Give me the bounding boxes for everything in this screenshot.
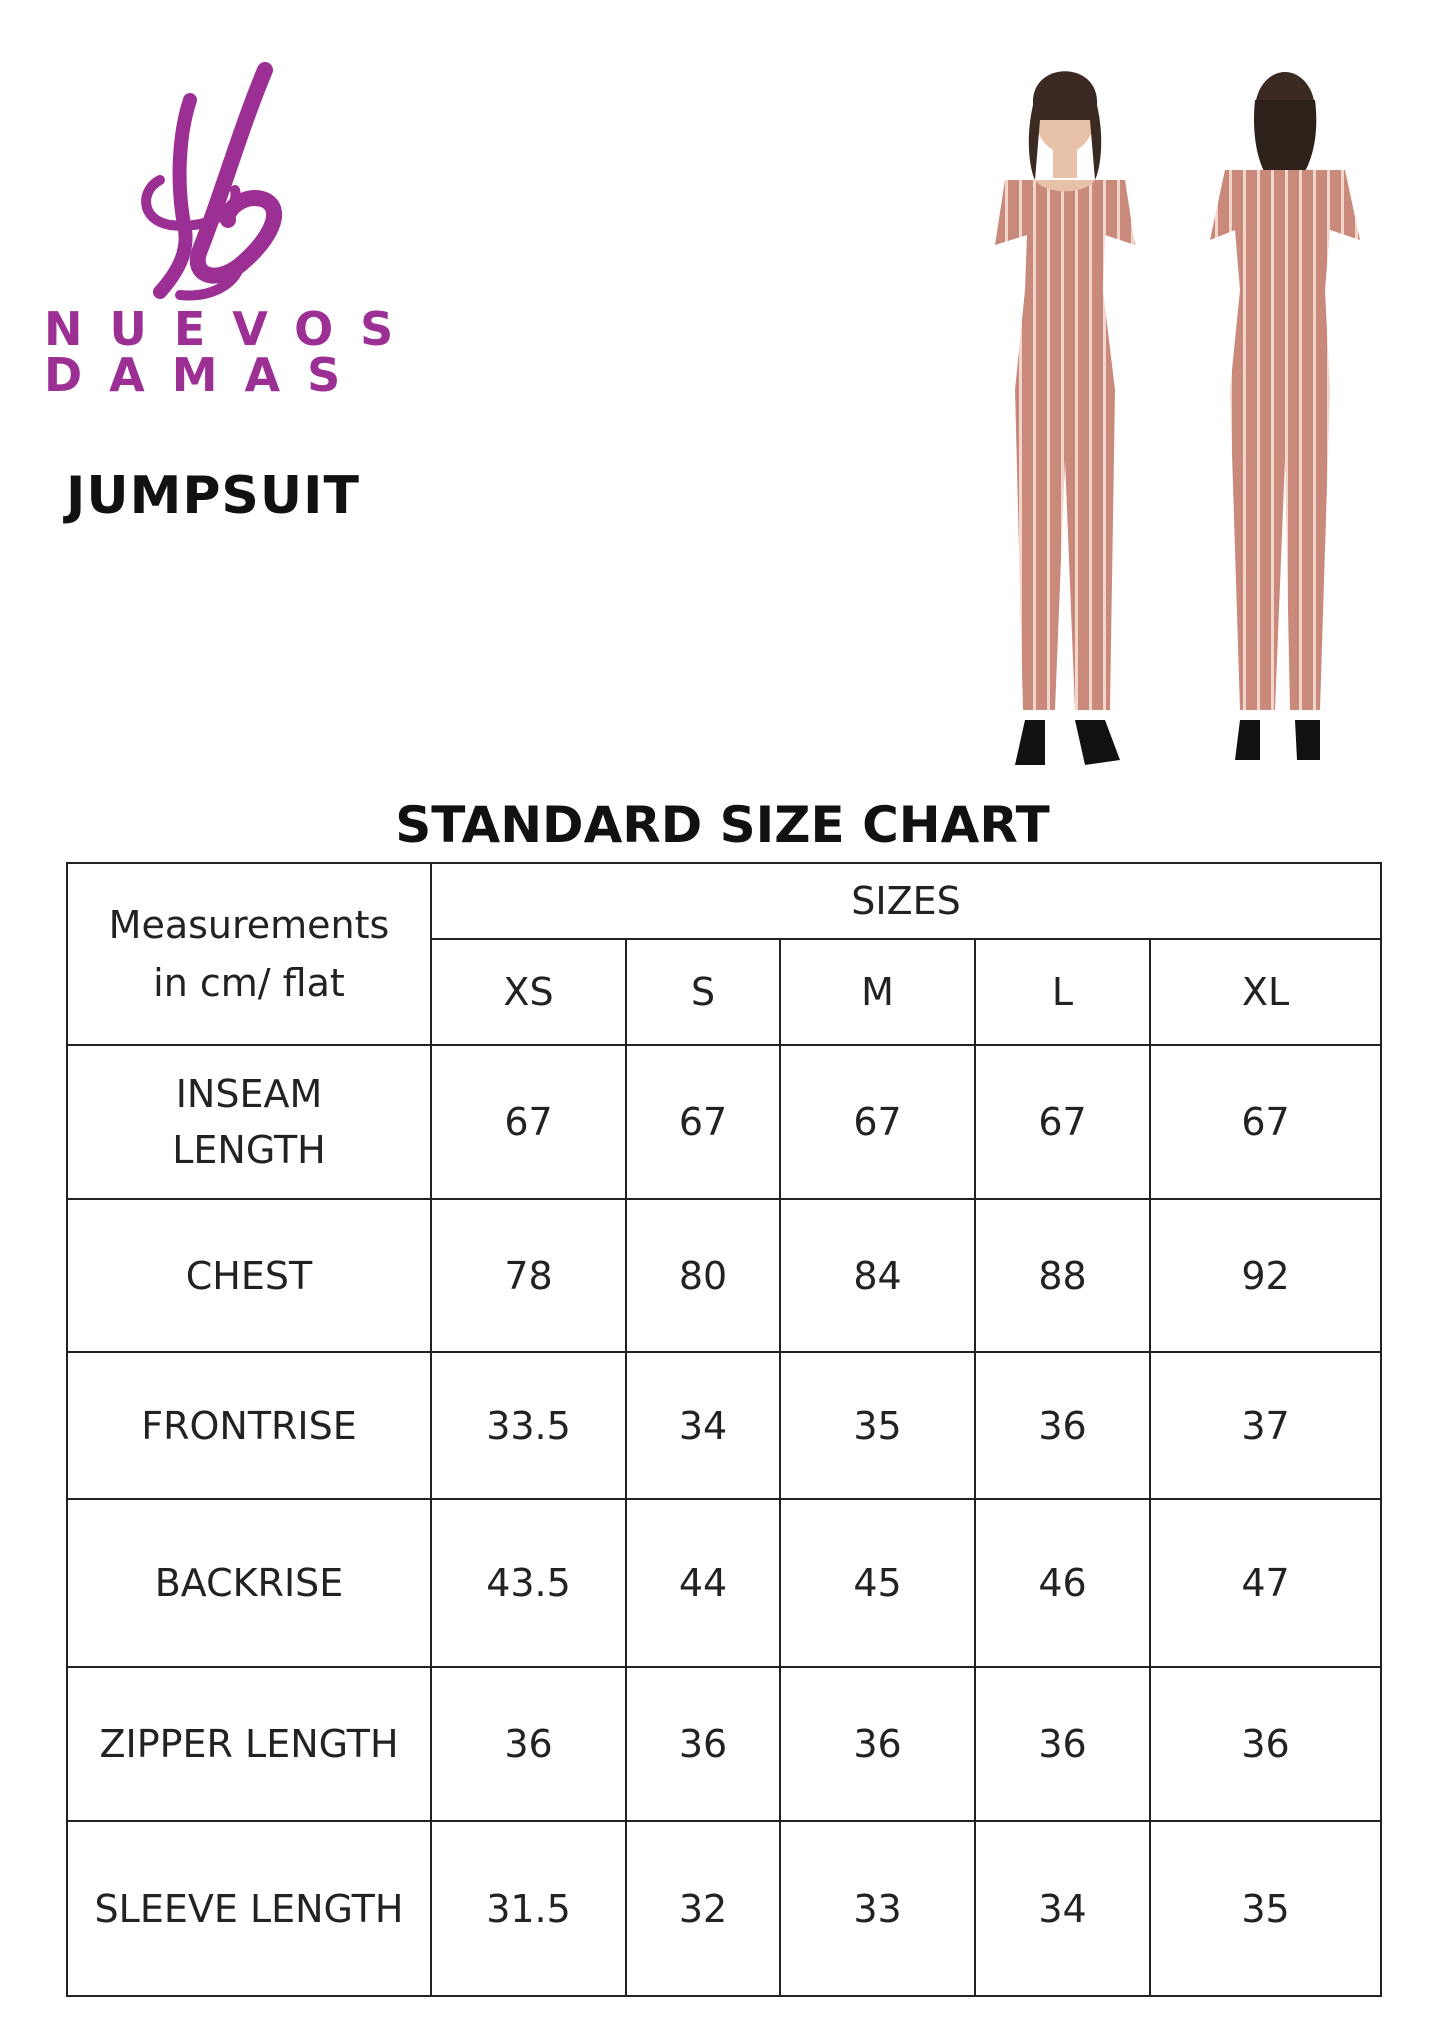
table-cell: 67 xyxy=(626,1045,780,1199)
table-cell: 78 xyxy=(431,1199,626,1352)
table-row xyxy=(67,1667,1381,1821)
table-cell: 47 xyxy=(1150,1499,1381,1667)
table-cell: 34 xyxy=(975,1821,1150,1996)
table-cell: 84 xyxy=(780,1199,975,1352)
table-cell: 43.5 xyxy=(431,1499,626,1667)
size-chart-table xyxy=(66,862,1382,1997)
table-cell: 36 xyxy=(626,1667,780,1821)
table-cell: 36 xyxy=(431,1667,626,1821)
size-header-m: M xyxy=(780,939,975,1045)
table-cell: 36 xyxy=(975,1667,1150,1821)
table-cell: 31.5 xyxy=(431,1821,626,1996)
table-cell: 32 xyxy=(626,1821,780,1996)
table-row xyxy=(67,1499,1381,1667)
table-cell: 67 xyxy=(1150,1045,1381,1199)
row-label: SLEEVE LENGTH xyxy=(67,1821,431,1996)
size-header-xl: XL xyxy=(1150,939,1381,1045)
table-cell: 88 xyxy=(975,1199,1150,1352)
sizes-group-header: SIZES xyxy=(431,863,1381,939)
row-label: ZIPPER LENGTH xyxy=(67,1667,431,1821)
table-cell: 67 xyxy=(431,1045,626,1199)
size-header-s: S xyxy=(626,939,780,1045)
size-header-l: L xyxy=(975,939,1150,1045)
table-cell: 80 xyxy=(626,1199,780,1352)
measurements-header-line1: Measurements xyxy=(108,903,390,947)
table-row xyxy=(67,1045,1381,1199)
chart-title: STANDARD SIZE CHART xyxy=(395,796,1050,854)
brand-name-line1: NUEVOS xyxy=(44,302,421,356)
table-header-row xyxy=(67,863,1381,939)
row-label: BACKRISE xyxy=(67,1499,431,1667)
table-cell: 45 xyxy=(780,1499,975,1667)
table-cell: 35 xyxy=(1150,1821,1381,1996)
brand-name-line2: DAMAS xyxy=(44,348,368,402)
table-cell: 67 xyxy=(780,1045,975,1199)
row-label: CHEST xyxy=(67,1199,431,1352)
row-label: INSEAM LENGTH xyxy=(67,1045,431,1199)
table-row xyxy=(67,1352,1381,1499)
table-row xyxy=(67,1199,1381,1352)
table-cell: 67 xyxy=(975,1045,1150,1199)
table-cell: 36 xyxy=(1150,1667,1381,1821)
table-cell: 37 xyxy=(1150,1352,1381,1499)
table-cell: 33 xyxy=(780,1821,975,1996)
table-cell: 92 xyxy=(1150,1199,1381,1352)
measurements-header xyxy=(67,863,431,1045)
table-cell: 35 xyxy=(780,1352,975,1499)
table-cell: 44 xyxy=(626,1499,780,1667)
table-cell: 34 xyxy=(626,1352,780,1499)
back-view-image xyxy=(1210,72,1360,760)
product-photos xyxy=(935,60,1425,785)
brand-monogram-icon xyxy=(40,60,370,310)
table-row xyxy=(67,1821,1381,1996)
size-header-xs: XS xyxy=(431,939,626,1045)
row-label: FRONTRISE xyxy=(67,1352,431,1499)
table-cell: 33.5 xyxy=(431,1352,626,1499)
table-cell: 36 xyxy=(975,1352,1150,1499)
product-title: JUMPSUIT xyxy=(66,466,360,526)
front-view-image xyxy=(995,71,1135,765)
measurements-header-line2: in cm/ flat xyxy=(153,961,345,1005)
table-cell: 36 xyxy=(780,1667,975,1821)
table-cell: 46 xyxy=(975,1499,1150,1667)
